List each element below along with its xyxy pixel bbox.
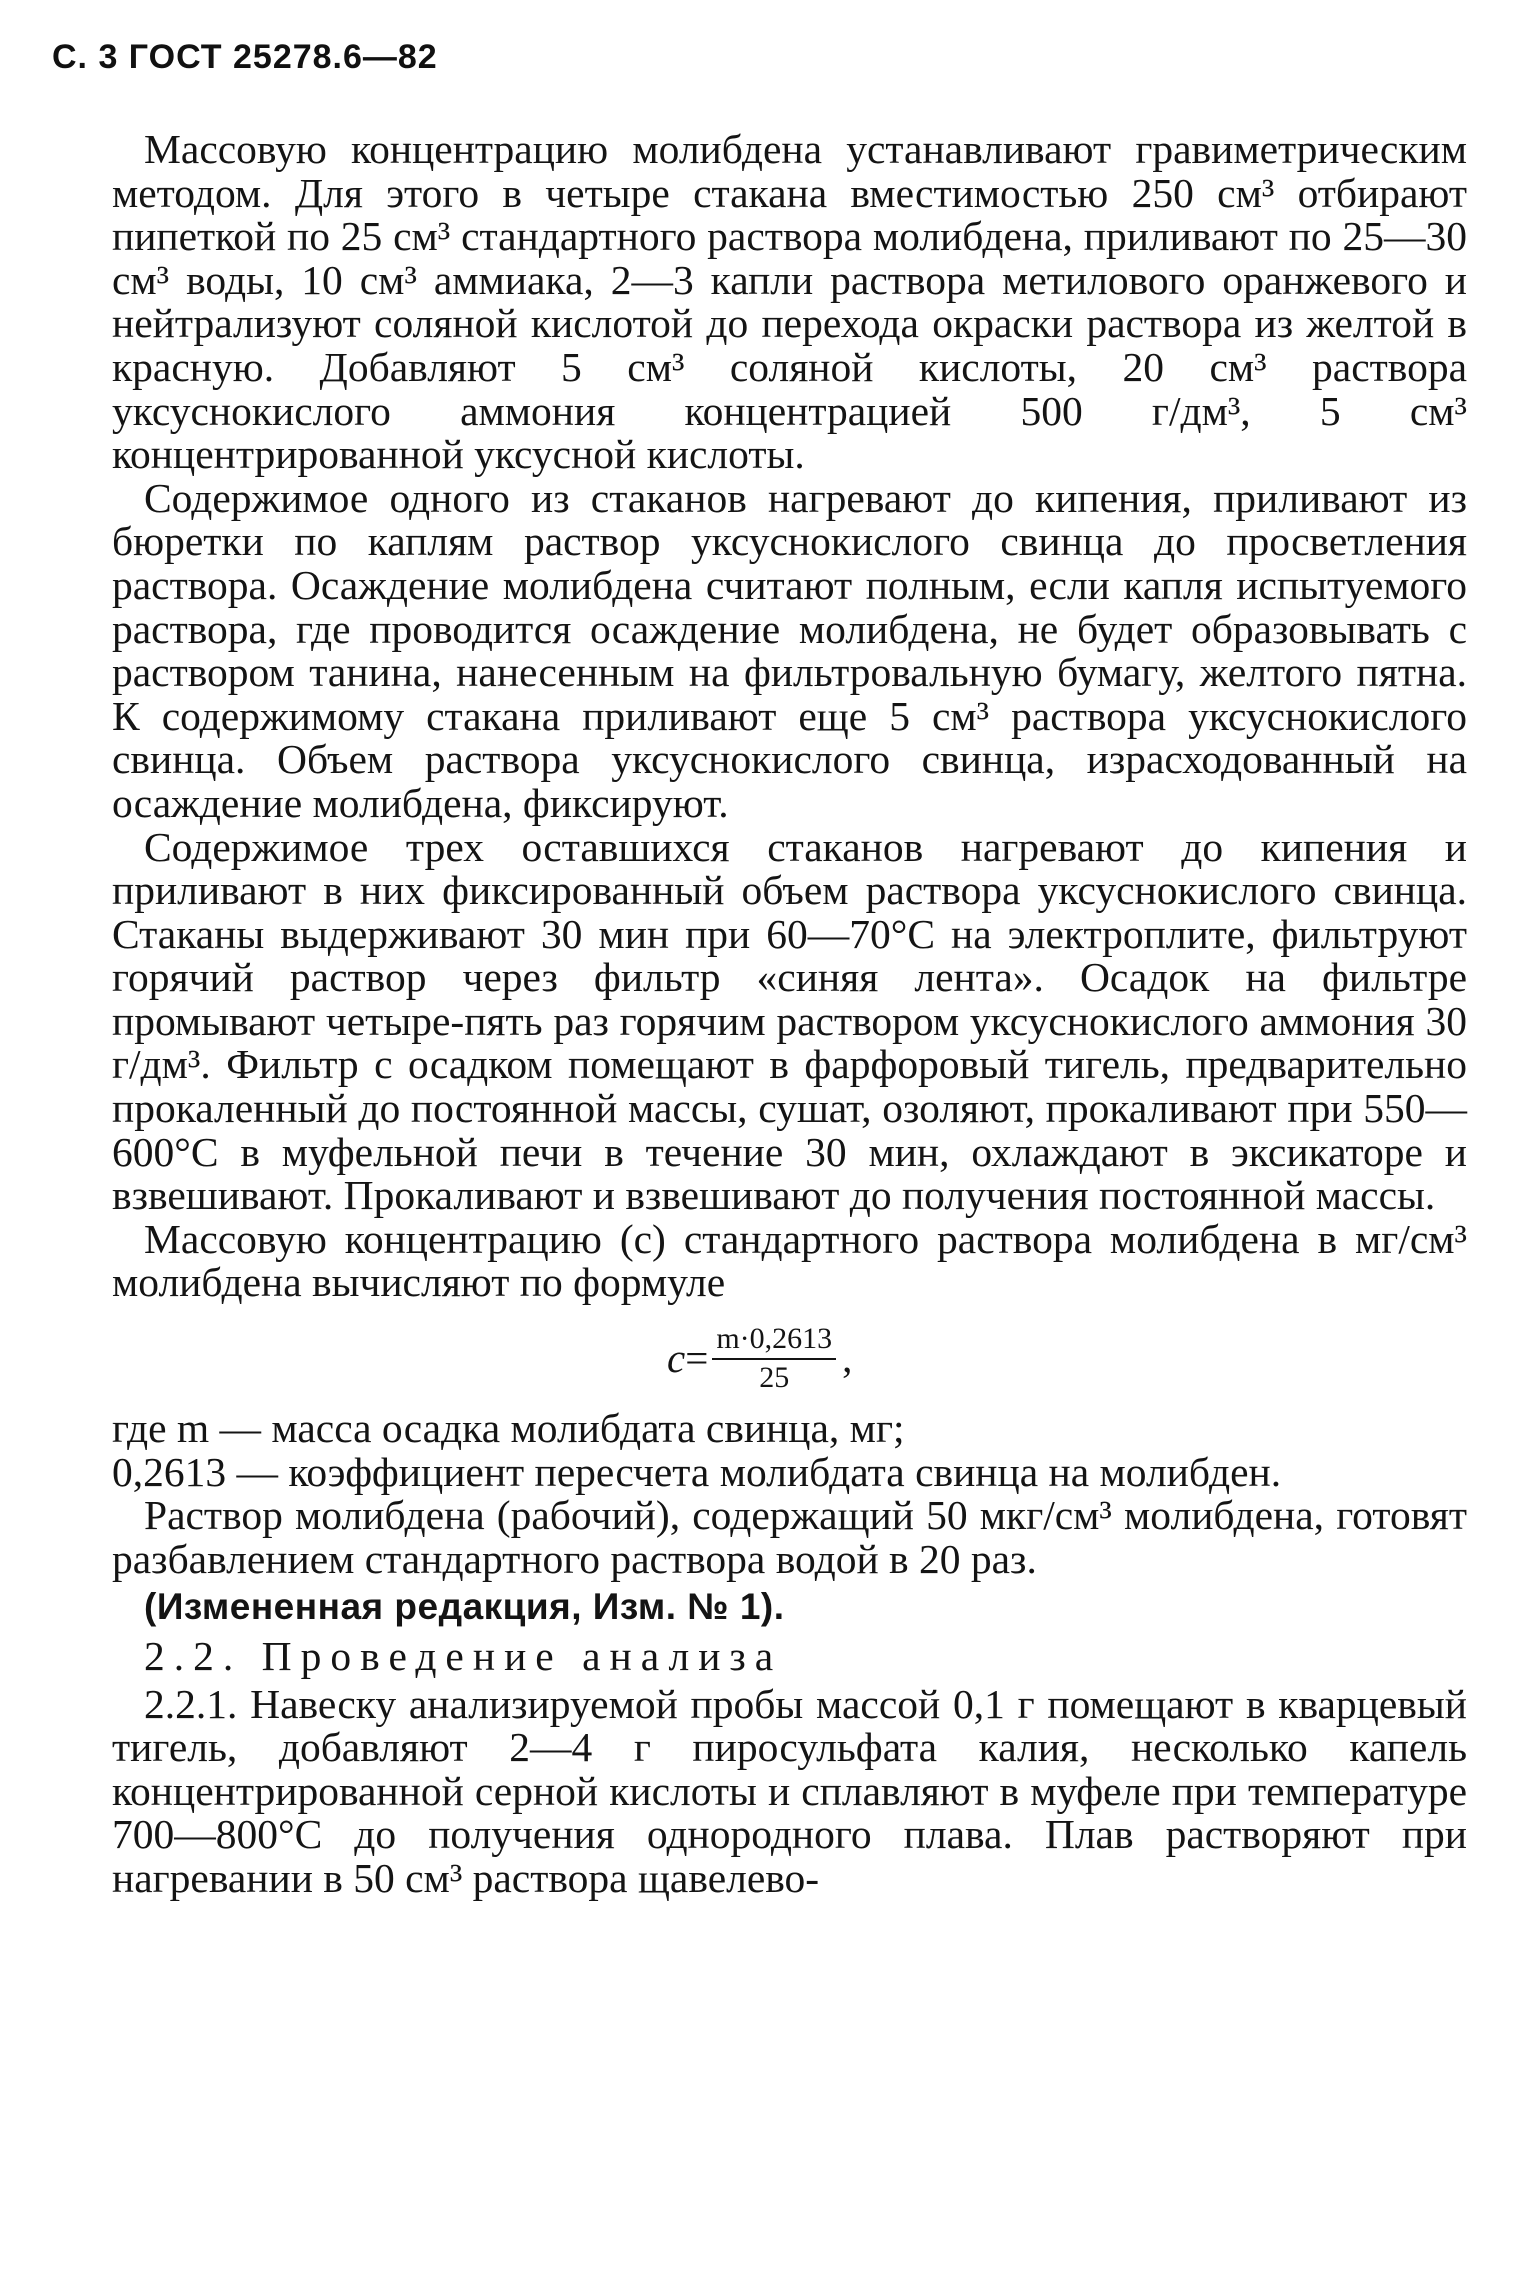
document-body — [112, 128, 1467, 1901]
amendment-note: (Измененная редакция, Изм. № 1). — [144, 1586, 785, 1628]
paragraph-precipitation: Содержимое трех оставшихся стаканов нагревают до кипения и приливают в них фиксированный объем раствора уксуснокислого свинца. Стаканы выдерживают 30 мин при 60—70°С на электроплите, фильтруют горячий раствор через фильтр «синяя лента». Осадок на фильтре промывают четыре-пять раз горячим раствором уксуснокислого аммония 30 г/дм³. Фильтр с осадком помещают в фарфоровый тигель, предварительно прокаленный до постоянной массы, сушат, озоляют, прокаливают при 550—600°С в муфельной печи в течение 30 мин, охлаждают в эксикаторе и взвешивают. Прокаливают и взвешивают до получения постоянной массы. — [112, 823, 1467, 1219]
formula-fraction — [712, 1322, 836, 1396]
paragraph-formula-intro: Массовую концентрацию (c) стандартного раствора молибдена в мг/см³ молибдена вычисляют по формуле — [112, 1215, 1467, 1306]
section-heading: 2.2. Проведение анализа — [144, 1633, 783, 1679]
formula-trail: , — [842, 1335, 853, 1382]
formula-denominator: 25 — [759, 1361, 790, 1395]
where-line-coefficient: 0,2613 — коэффициент пересчета молибдата свинца на молибден. — [112, 1448, 1282, 1495]
formula-lhs: c — [667, 1335, 686, 1382]
formula-numerator: m·0,2613 — [712, 1322, 836, 1360]
where-line-mass: где m — масса осадка молибдата свинца, мг; — [112, 1405, 905, 1452]
formula-equals: = — [685, 1335, 709, 1382]
paragraph-2-2-1: 2.2.1. Навеску анализируемой пробы массой 0,1 г помещают в кварцевый тигель, добавляют 2—4 г пиросульфата калия, несколько капель концентрированной серной кислоты и сплавляют в муфеле при температуре 700—800°С до получения однородного плава. Плав растворяют при нагревании в 50 см³ раствора щавелево- — [112, 1680, 1467, 1901]
paragraph-titration: Содержимое одного из стаканов нагревают до кипения, приливают из бюретки по каплям раствор уксуснокислого свинца до просветления раствора. Осаждение молибдена считают полным, если капля испытуемого раствора, где проводится осаждение молибдена, не будет образовывать с раствором танина, нанесенным на фильтровальную бумагу, желтого пятна. К содержимому стакана приливают еще 5 см³ раствора уксуснокислого свинца. Объем раствора уксуснокислого свинца, израсходованный на осаждение молибдена, фиксируют. — [112, 474, 1467, 826]
paragraph-standard-solution-prep: Массовую концентрацию молибдена устанавливают гравиметрическим методом. Для этого в четыре стакана вместимостью 250 см³ отбирают пипеткой по 25 см³ стандартного раствора молибдена, приливают по 25—30 см³ воды, 10 см³ аммиака, 2—3 капли раствора метилового оранжевого и нейтрализуют соляной кислотой до перехода окраски раствора из желтой в красную. Добавляют 5 см³ соляной кислоты, 20 см³ раствора уксуснокислого аммония концентрацией 500 г/дм³, 5 см³ концентрированной уксусной кислоты. — [112, 126, 1467, 478]
concentration-formula — [667, 1311, 852, 1407]
page-header: С. 3 ГОСТ 25278.6—82 — [52, 38, 438, 76]
formula-block — [112, 1311, 1467, 1407]
paragraph-working-solution: Раствор молибдена (рабочий), содержащий 50 мкг/см³ молибдена, готовят разбавлением стандартного раствора водой в 20 раз. — [112, 1492, 1467, 1582]
